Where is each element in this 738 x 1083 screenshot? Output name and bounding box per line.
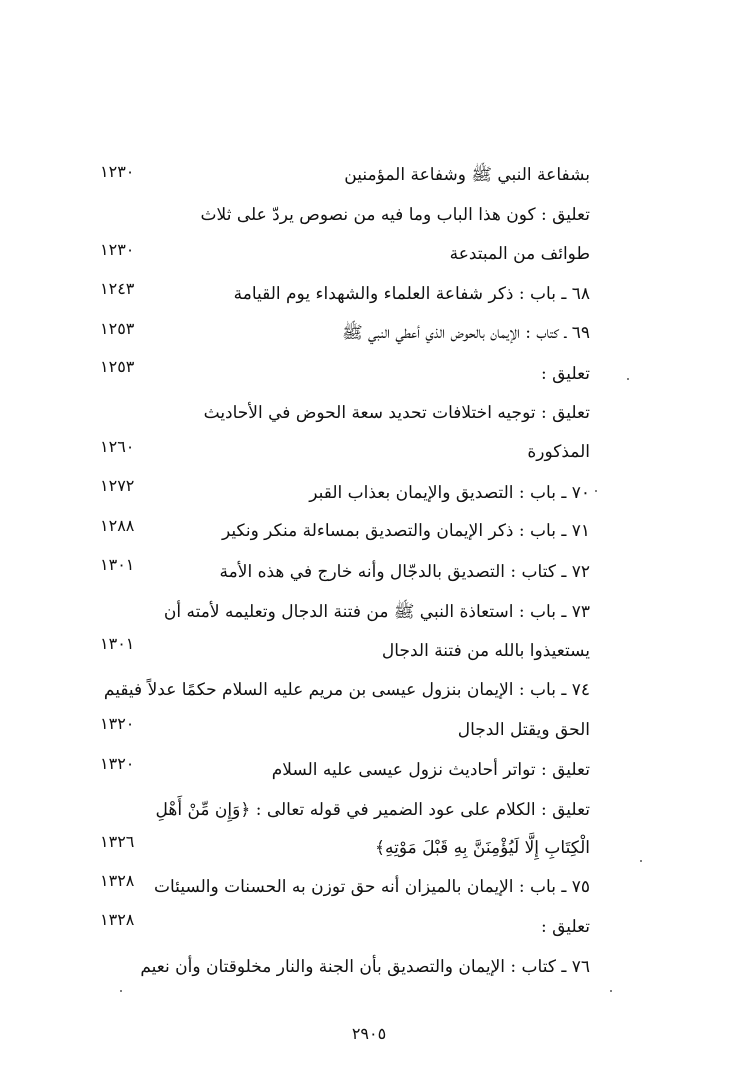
toc-entry-text: الحق ويقتل الدجال xyxy=(457,720,590,740)
toc-entry-text: بشفاعة النبي ﷺ وشفاعة المؤمنين xyxy=(344,165,590,185)
scan-speck xyxy=(120,990,122,992)
toc-entry-text: ٧٦ ـ كتاب : الإيمان والتصديق بأن الجنة والنار مخلوقتان وأن نعيم xyxy=(140,957,590,977)
toc-entry-text: ٧٠ ـ باب : التصديق والإيمان بعذاب القبر xyxy=(309,483,590,503)
toc-entry-text: ٧٢ ـ كتاب : التصديق بالدجّال وأنه خارج في هذه الأمة xyxy=(219,562,590,582)
toc-entry-text: ٧٤ ـ باب : الإيمان بنزول عيسى بن مريم عليه السلام حكمًا عدلاً فيقيم xyxy=(103,680,590,700)
scan-speck xyxy=(610,990,612,992)
toc-entry-text: تعليق : تواتر أحاديث نزول عيسى عليه السلام xyxy=(271,760,590,780)
toc-entry-text: تعليق : xyxy=(541,917,590,937)
scan-speck xyxy=(627,378,629,380)
toc-entry-page: ١٢٥٣ xyxy=(100,357,135,376)
toc-entry-text: يستعيذوا بالله من فتنة الدجال xyxy=(381,641,590,661)
toc-entry-page: ١٣٢٠ xyxy=(100,714,135,733)
toc-entry-page: ١٢٣٠ xyxy=(100,240,135,259)
toc-entry-text: تعليق : توجيه اختلافات تحديد سعة الحوض في الأحاديث xyxy=(203,403,590,423)
toc-entry-page: ١٣٢٨ xyxy=(100,910,135,929)
toc-entry-text: ٦٩ ـ كتاب : الإيمان بالحوض الذي أعطي النبي ﷺ xyxy=(342,323,590,343)
toc-entry-page: ١٢٥٣ xyxy=(100,319,135,338)
toc-entry-text: ٧٣ ـ باب : استعاذة النبي ﷺ من فتنة الدجال وتعليمه لأمته أن xyxy=(163,602,590,622)
toc-entry-text: طوائف من المبتدعة xyxy=(449,244,590,264)
toc-entry-page: ١٢٤٣ xyxy=(100,279,135,298)
toc-entry-page: ١٣٢٠ xyxy=(100,754,135,773)
toc-entry-page: ١٢٨٨ xyxy=(100,516,135,535)
toc-entry-page: ١٢٧٢ xyxy=(100,476,135,495)
toc-entry-text: تعليق : xyxy=(541,364,590,384)
toc-entry-page: ١٣٠١ xyxy=(100,555,135,574)
toc-entry-text: تعليق : كون هذا الباب وما فيه من نصوص يردّ على ثلاث xyxy=(200,205,590,225)
scan-speck xyxy=(640,860,642,862)
toc-entry-text: تعليق : الكلام على عود الضمير في قوله تعالى : ﴿وَإِن مِّنْ أَهْلِ xyxy=(155,800,590,820)
toc-entry-page: ١٣٢٨ xyxy=(100,871,135,890)
page-number: ٢٩٠٥ xyxy=(351,1024,387,1043)
toc-entry-text: ٧٥ ـ باب : الإيمان بالميزان أنه حق توزن به الحسنات والسيئات xyxy=(154,877,590,897)
toc-entry-page: ١٣٢٦ xyxy=(100,832,135,851)
toc-entry-page: ١٢٣٠ xyxy=(100,162,135,181)
toc-entry-page: ١٣٠١ xyxy=(100,634,135,653)
toc-entry-text: المذكورة xyxy=(527,442,590,462)
toc-entry-text: ٧١ ـ باب : ذكر الإيمان والتصديق بمساءلة منكر ونكير xyxy=(221,521,590,541)
toc-entry-page: ١٢٦٠ xyxy=(100,437,135,456)
toc-entry-text: ٦٨ ـ باب : ذكر شفاعة العلماء والشهداء يوم القيامة xyxy=(233,284,590,304)
toc-entry-text: الْكِتَابِ إِلَّا لَيُؤْمِنَنَّ بِهِ قَبْلَ مَوْتِهِ﴾ xyxy=(375,838,590,858)
scan-speck xyxy=(595,490,597,492)
